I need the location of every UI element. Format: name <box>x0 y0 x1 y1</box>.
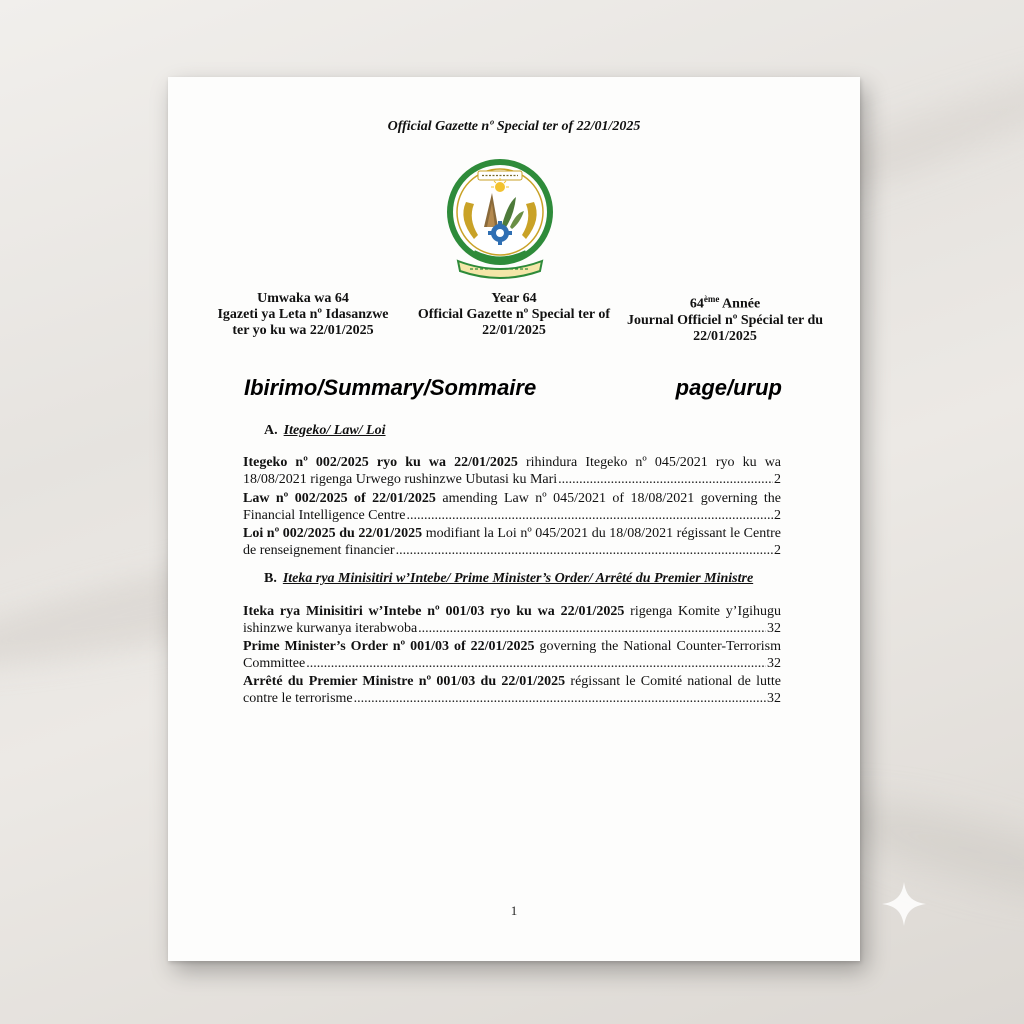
section-heading-a: A. Itegeko/ Law/ Loi <box>264 423 386 438</box>
year-columns <box>198 291 830 345</box>
column-date: ter yo ku wa 22/01/2025 <box>232 323 374 338</box>
toc-entry[interactable]: Loi nº 002/2025 du 22/01/2025 modifiant la Loi nº 045/2021 du 18/08/2021 régissant le Centre de renseignement financier ..... 2 <box>243 525 781 559</box>
toc-page-number: 2 <box>774 508 781 523</box>
document-page <box>168 77 860 961</box>
column-date: 22/01/2025 <box>693 328 757 344</box>
column-title: Igazeti ya Leta nº Idasanzwe <box>217 307 389 322</box>
column-title: Official Gazette nº Special ter of <box>417 307 611 322</box>
coat-of-arms-icon <box>444 157 556 281</box>
leader-dots <box>306 655 766 672</box>
section-heading-b: B. Iteka rya Minisitiri w’Intebe/ Prime Minister’s Order/ Arrêté du Premier Ministre <box>264 571 754 586</box>
toc-entry[interactable]: Itegeko nº 002/2025 ryo ku wa 22/01/2025 rihindura Itegeko nº 045/2021 ryo ku wa 18/08/2021 rigenga Urwego rushinzwe Ubutasi ku Mari ..... 2 <box>243 454 781 488</box>
gazette-header: Official Gazette nº Special ter of 22/01/2025 <box>387 119 641 134</box>
toc-entry[interactable]: Arrêté du Premier Ministre nº 001/03 du 22/01/2025 régissant le Comité national de lutte contre le terrorisme ..... 32 <box>243 673 781 707</box>
toc-entry[interactable]: Law nº 002/2025 of 22/01/2025 amending Law nº 045/2021 of 18/08/2021 governing the Financial Intelligence Centre ..... 2 <box>243 490 781 524</box>
leader-dots <box>407 507 774 524</box>
leader-dots <box>396 542 773 559</box>
sparkle-icon <box>880 880 928 928</box>
leader-dots <box>418 620 766 637</box>
column-year: Umwaka wa 64 <box>257 291 349 306</box>
column-date: 22/01/2025 <box>482 323 546 338</box>
leader-dots <box>354 690 766 707</box>
toc-entry[interactable]: Prime Minister’s Order nº 001/03 of 22/01/2025 governing the National Counter-Terrorism Committee ..... 32 <box>243 638 781 672</box>
toc-page-number: 2 <box>774 543 781 558</box>
toc-page-number: 32 <box>767 691 781 706</box>
toc-page-number: 32 <box>767 656 781 671</box>
toc-page-number: 2 <box>774 472 781 487</box>
leader-dots <box>558 471 773 488</box>
column-year: Year 64 <box>491 291 537 306</box>
toc-entry[interactable]: Iteka rya Minisitiri w’Intebe nº 001/03 ryo ku wa 22/01/2025 rigenga Komite y’Igihugu ishinzwe kurwanya iterabwoba ..... 32 <box>243 603 781 637</box>
kinyarwanda-column <box>198 291 408 345</box>
column-title: Journal Officiel nº Spécial ter du <box>626 312 824 328</box>
page-number: 1 <box>510 903 518 918</box>
page-column-label: page/urup <box>675 375 782 400</box>
column-year: 64ème Année <box>689 294 761 312</box>
english-column <box>409 291 619 345</box>
summary-title: Ibirimo/Summary/Sommaire <box>244 375 537 400</box>
french-column <box>620 291 830 345</box>
toc-page-number: 32 <box>767 621 781 636</box>
